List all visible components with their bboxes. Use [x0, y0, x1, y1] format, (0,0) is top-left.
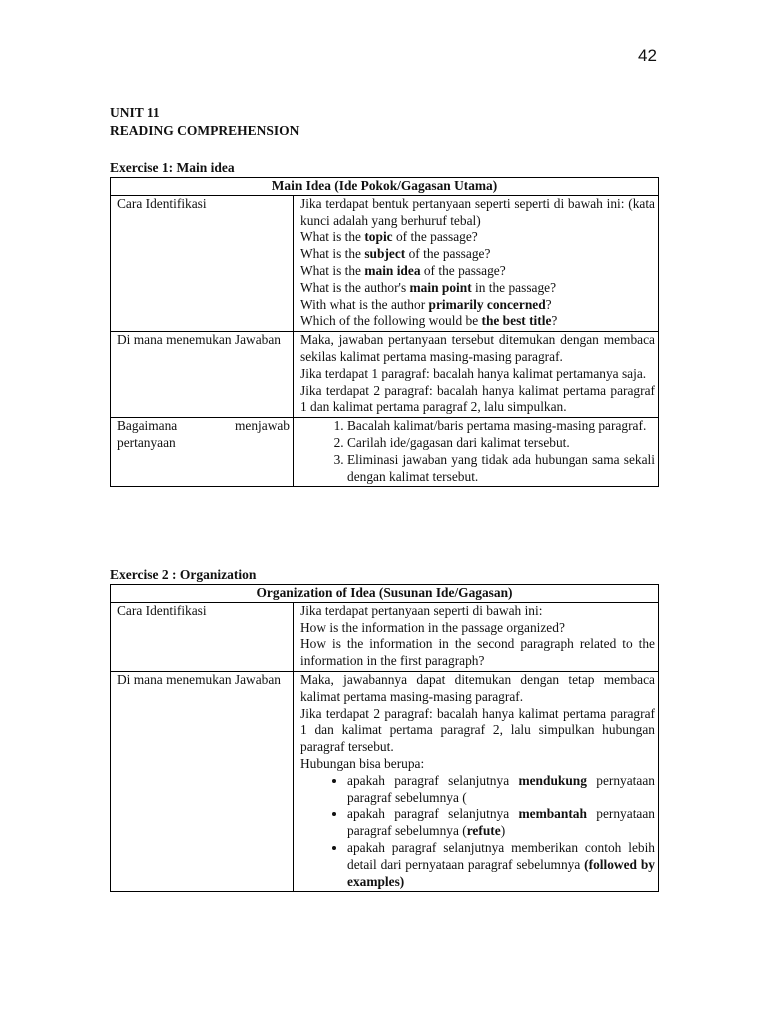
exercise-2-title: Exercise 2 : Organization [110, 567, 257, 582]
paragraph: Maka, jawaban pertanyaan tersebut ditemukan dengan membaca sekilas kalimat pertama masing-masing paragraf. [300, 332, 655, 364]
row-label: Bagaimana menjawab pertanyaan [111, 418, 294, 487]
question-line: With what is the author primarily concerned? [300, 296, 552, 312]
list-item: • apakah paragraf selanjutnya memberikan contoh lebih detail dari pernyataan paragraf sebelumnya (followed by examples) [347, 840, 655, 890]
paragraph: Jika terdapat 1 paragraf: bacalah hanya kalimat pertamanya saja. [300, 365, 647, 381]
table-row [111, 332, 659, 418]
row-label: Cara Identifikasi [111, 602, 294, 671]
relation-list [300, 773, 655, 891]
main-idea-table [110, 177, 659, 487]
question-line: Which of the following would be the best title? [300, 313, 558, 329]
unit-title: UNIT 11 [110, 105, 160, 120]
row-content [294, 195, 659, 331]
row-content [294, 418, 659, 487]
main-idea-table-header: Main Idea (Ide Pokok/Gagasan Utama) [111, 178, 659, 196]
text-line: Jika terdapat pertanyaan seperti di bawah ini: [300, 602, 543, 618]
table-row [111, 418, 659, 487]
row-content [294, 602, 659, 671]
question-line: What is the subject of the passage? [300, 246, 491, 262]
row-content [294, 671, 659, 891]
question-line: What is the author's main point in the passage? [300, 279, 557, 295]
list-item: 1. Bacalah kalimat/baris pertama masing-masing paragraf. [347, 418, 655, 435]
text-line: How is the information in the second paragraph related to the information in the first paragraph? [300, 636, 655, 669]
page-number: 42 [638, 46, 657, 65]
unit-subtitle: READING COMPREHENSION [110, 123, 300, 138]
table-row [111, 195, 659, 331]
paragraph: Hubungan bisa berupa: [300, 755, 425, 771]
row-label: Cara Identifikasi [111, 195, 294, 331]
list-item: 2. Carilah ide/gagasan dari kalimat tersebut. [347, 435, 655, 452]
question-line: What is the main idea of the passage? [300, 262, 506, 278]
paragraph: Jika terdapat 2 paragraf: bacalah hanya kalimat pertama paragraf 1 dan kalimat pertama paragraf 2, lalu simpulkan hubungan paragraf tersebut. [300, 705, 655, 755]
organization-table [110, 584, 659, 892]
list-item: • apakah paragraf selanjutnya mendukung pernyataan paragraf sebelumnya ( [347, 773, 655, 807]
list-item: 3. Eliminasi jawaban yang tidak ada hubungan sama sekali dengan kalimat tersebut. [347, 452, 655, 486]
row-label: Di mana menemukan Jawaban [111, 332, 294, 418]
list-item: • apakah paragraf selanjutnya membantah pernyataan paragraf sebelumnya (refute) [347, 806, 655, 840]
row-content [294, 332, 659, 418]
row-label: Di mana menemukan Jawaban [111, 671, 294, 891]
paragraph: Jika terdapat 2 paragraf: bacalah hanya kalimat pertama paragraf 1 dan kalimat pertama paragraf 2, lalu simpulkan. [300, 382, 655, 415]
paragraph: Maka, jawabannya dapat ditemukan dengan tetap membaca kalimat pertama masing-masing paragraf. [300, 671, 655, 704]
table-row [111, 671, 659, 891]
organization-table-header: Organization of Idea (Susunan Ide/Gagasan) [111, 585, 659, 603]
steps-list [300, 418, 655, 485]
intro-text: Jika terdapat bentuk pertanyaan seperti seperti di bawah ini: (kata kunci adalah yang berhuruf tebal) [300, 195, 655, 228]
question-line: What is the topic of the passage? [300, 229, 478, 245]
text-line: How is the information in the passage organized? [300, 619, 565, 635]
table-row [111, 602, 659, 671]
exercise-1-title: Exercise 1: Main idea [110, 160, 235, 175]
